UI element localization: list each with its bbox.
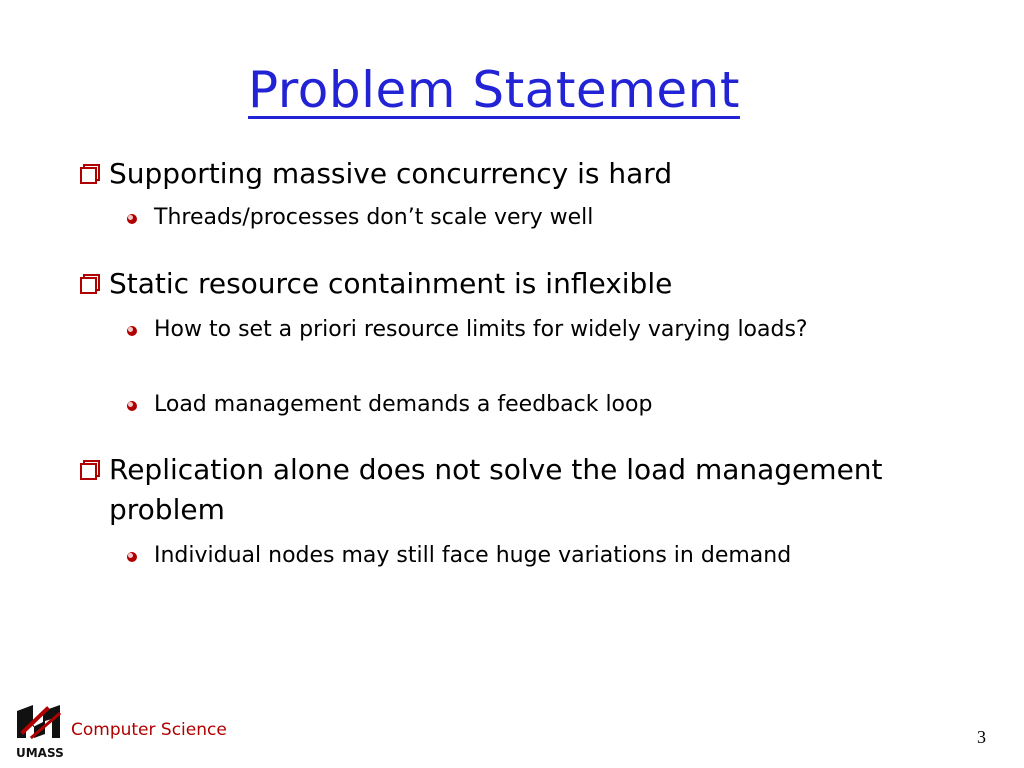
round-bullet-icon [124,201,148,235]
footer-department: Computer Science [71,720,227,740]
round-bullet-icon [124,539,148,573]
subbullet-text-3-1: Individual nodes may still face huge variations in demand [154,543,792,568]
hollow-square-bullet-icon [74,154,110,194]
bullet-text-2: Static resource containment is inflexible [109,267,673,300]
subbullet-text-2-2: Load management demands a feedback loop [154,392,653,417]
subbullet-text-1-1: Threads/processes don’t scale very well [154,205,594,230]
page-title: Problem Statement [248,61,740,119]
page-number: 3 [977,727,986,747]
logo-text: UMASS [16,746,64,760]
bullet-text-1: Supporting massive concurrency is hard [109,157,673,190]
round-bullet-icon [124,388,148,422]
bullet-text-3: Replication alone does not solve the load management problem [109,453,883,526]
round-bullet-icon [124,313,148,347]
hollow-square-bullet-icon [74,450,110,490]
umass-logo-icon [14,702,64,760]
subbullet-text-2-1: How to set a priori resource limits for widely varying loads? [154,317,808,342]
hollow-square-bullet-icon [74,264,110,304]
